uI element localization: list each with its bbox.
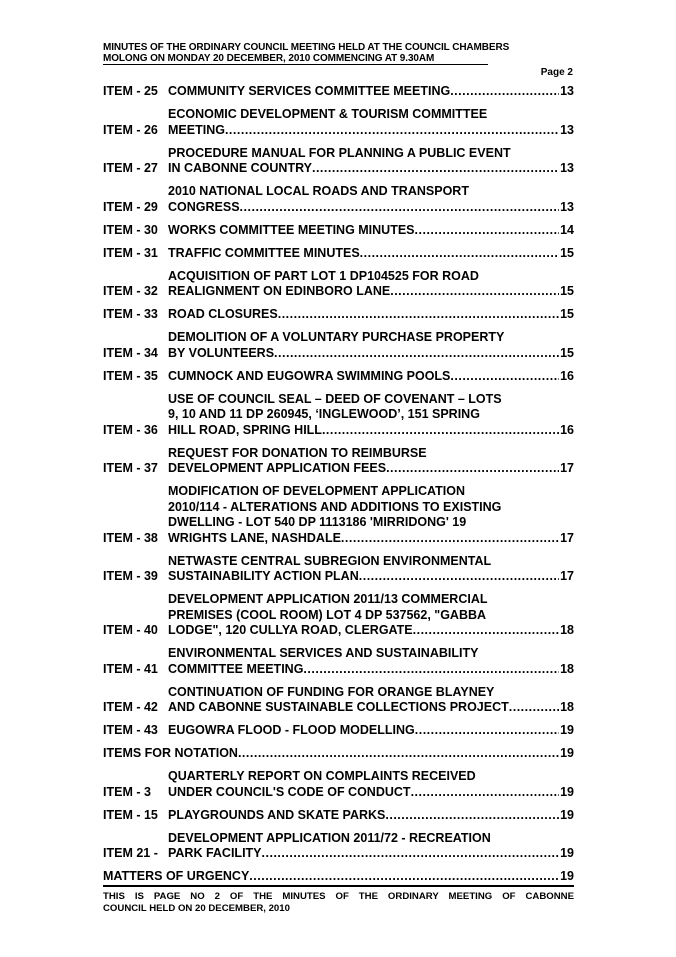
toc-entry: [103, 107, 574, 138]
toc-entry: [103, 869, 574, 885]
footer-line-1: THIS IS PAGE NO 2 OF THE MINUTES OF THE ORDINARY MEETING OF CABONNE: [103, 891, 574, 902]
toc-entry: [103, 369, 574, 385]
toc-item-title-line: DEVELOPMENT APPLICATION 2011/72 - RECREATION: [168, 830, 491, 845]
dot-leader: [415, 723, 559, 739]
toc-item-title-line: PROCEDURE MANUAL FOR PLANNING A PUBLIC EVENT: [168, 145, 511, 160]
toc-entry: [103, 84, 574, 100]
toc-item-title-line: PARK FACILITY: [168, 846, 262, 860]
toc-page-number: 14: [560, 222, 574, 237]
dot-leader: [341, 531, 559, 547]
toc-item-number: ITEM - 38: [103, 530, 162, 545]
toc-page-number: 16: [560, 422, 574, 437]
toc-entry: [103, 269, 574, 300]
dot-leader: [415, 223, 560, 239]
toc-page-number: 13: [560, 122, 574, 137]
dot-leader: [509, 700, 559, 716]
toc-item-title-line: PREMISES (COOL ROOM) LOT 4 DP 537562, "GABBA: [168, 607, 487, 622]
dot-leader: [322, 423, 559, 439]
toc-page-number: 17: [560, 569, 574, 583]
toc-item-number: ITEM - 33: [103, 307, 162, 321]
toc-page-number: 15: [560, 284, 574, 298]
toc-entry: [103, 746, 574, 762]
toc-item-title-line: IN CABONNE COUNTRY: [168, 161, 312, 175]
dot-leader: [450, 84, 559, 100]
toc-item-title-line: DEVELOPMENT APPLICATION FEES: [168, 461, 387, 475]
toc-item-title-line: CUMNOCK AND EUGOWRA SWIMMING POOLS: [168, 368, 451, 383]
toc-item-number: ITEM - 25: [103, 84, 162, 98]
toc-item-title-line: MEETING: [168, 122, 225, 137]
toc-item-number: ITEM - 35: [103, 368, 162, 383]
toc-item-title-line: ACQUISITION OF PART LOT 1 DP104525 FOR ROAD: [168, 268, 479, 283]
toc-page-number: 15: [560, 307, 574, 321]
table-of-contents: [103, 84, 574, 892]
toc-item-title-line: PLAYGROUNDS AND SKATE PARKS: [168, 807, 386, 822]
toc-item-title-line: WRIGHTS LANE, NASHDALE: [168, 530, 341, 545]
toc-entry: [103, 146, 574, 177]
toc-entry: [103, 685, 574, 716]
toc-item-number: ITEM - 30: [103, 222, 162, 237]
toc-item-number: ITEM - 15: [103, 807, 162, 822]
toc-entry: [103, 769, 574, 800]
toc-item-title-line: ROAD CLOSURES: [168, 307, 278, 321]
dot-leader: [386, 461, 559, 477]
toc-item-title-line: NETWASTE CENTRAL SUBREGION ENVIRONMENTAL: [168, 553, 492, 568]
toc-item-title-line: DEVELOPMENT APPLICATION 2011/13 COMMERCIAL: [168, 592, 488, 606]
toc-item-number: ITEM - 3: [103, 784, 162, 799]
dot-leader: [262, 846, 560, 862]
toc-page-number: 13: [560, 161, 574, 175]
toc-entry: [103, 307, 574, 323]
toc-page-number: 15: [560, 345, 574, 360]
dot-leader: [360, 246, 559, 262]
toc-page-number: 19: [560, 869, 574, 883]
dot-leader: [278, 307, 559, 323]
toc-item-number: ITEM - 31: [103, 245, 162, 260]
toc-item-number: ITEM - 34: [103, 345, 162, 360]
toc-item-number: ITEM - 43: [103, 723, 162, 737]
toc-page-number: 18: [560, 700, 574, 714]
dot-leader: [385, 808, 559, 824]
toc-page-number: 17: [560, 530, 574, 545]
toc-page-number: 16: [560, 368, 574, 383]
toc-item-title-line: MODIFICATION OF DEVELOPMENT APPLICATION: [168, 484, 465, 498]
dot-leader: [274, 346, 559, 362]
dot-leader: [240, 200, 560, 216]
dot-leader: [450, 369, 559, 385]
header-underline: [103, 64, 488, 65]
page-number: Page 2: [540, 67, 573, 78]
toc-item-title-line: TRAFFIC COMMITTEE MINUTES: [168, 245, 360, 260]
toc-item-number: ITEM - 40: [103, 623, 162, 637]
toc-page-number: 19: [560, 807, 574, 822]
toc-entry: [103, 246, 574, 262]
toc-item-title-line: DEMOLITION OF A VOLUNTARY PURCHASE PROPERTY: [168, 330, 505, 344]
footer-line-2: COUNCIL HELD ON 20 DECEMBER, 2010: [103, 903, 290, 914]
toc-item-title-line: QUARTERLY REPORT ON COMPLAINTS RECEIVED: [168, 769, 476, 783]
toc-item-title-line: USE OF COUNCIL SEAL – DEED OF COVENANT – LOTS: [168, 391, 502, 406]
header-line-1: MINUTES OF THE ORDINARY COUNCIL MEETING HELD AT THE COUNCIL CHAMBERS: [103, 42, 510, 53]
toc-item-title-line: MATTERS OF URGENCY: [103, 869, 250, 883]
toc-entry: [103, 646, 574, 677]
toc-item-title-line: SUSTAINABILITY ACTION PLAN: [168, 569, 359, 583]
toc-item-title-line: ECONOMIC DEVELOPMENT & TOURISM COMMITTEE: [168, 107, 488, 121]
toc-item-title-line: 2010 NATIONAL LOCAL ROADS AND TRANSPORT: [168, 184, 469, 198]
toc-item-title-line: ENVIRONMENTAL SERVICES AND SUSTAINABILITY: [168, 646, 479, 660]
dot-leader: [390, 284, 559, 300]
toc-page-number: 19: [560, 846, 574, 860]
toc-page-number: 13: [560, 84, 574, 98]
toc-item-number: ITEM - 32: [103, 284, 162, 298]
toc-page-number: 18: [560, 623, 574, 637]
toc-item-title-line: EUGOWRA FLOOD - FLOOD MODELLING: [168, 723, 415, 737]
footer-divider: [103, 885, 574, 887]
footer-text: [103, 891, 574, 915]
toc-page-number: 17: [560, 461, 574, 475]
toc-entry: [103, 184, 574, 215]
dot-leader: [413, 623, 559, 639]
toc-page-number: 13: [560, 199, 574, 214]
toc-page-number: 18: [560, 661, 574, 676]
toc-item-number: ITEM - 41: [103, 661, 162, 676]
toc-entry: [103, 831, 574, 862]
toc-item-title-line: COMMITTEE MEETING: [168, 661, 304, 676]
toc-item-title-line: ITEMS FOR NOTATION: [103, 746, 238, 760]
toc-item-number: ITEM - 27: [103, 161, 162, 175]
toc-item-number: ITEM - 26: [103, 122, 162, 137]
toc-page-number: 19: [560, 723, 574, 737]
toc-item-title-line: WORKS COMMITTEE MEETING MINUTES: [168, 222, 415, 237]
toc-item-number: ITEM 21 -: [103, 846, 162, 860]
toc-item-title-line: REALIGNMENT ON EDINBORO LANE: [168, 284, 391, 298]
dot-leader: [303, 662, 559, 678]
toc-item-title-line: BY VOLUNTEERS: [168, 345, 275, 360]
toc-item-title-line: HILL ROAD, SPRING HILL: [168, 422, 322, 437]
toc-item-title-line: 2010/114 - ALTERATIONS AND ADDITIONS TO EXISTING: [168, 499, 502, 514]
toc-item-title-line: REQUEST FOR DONATION TO REIMBURSE: [168, 445, 427, 460]
header-line-2: MOLONG ON MONDAY 20 DECEMBER, 2010 COMMENCING AT 9.30AM: [103, 53, 435, 64]
toc-item-title-line: DWELLING - LOT 540 DP 1113186 'MIRRIDONG' 19: [168, 515, 467, 529]
toc-item-title-line: CONTINUATION OF FUNDING FOR ORANGE BLAYNEY: [168, 684, 495, 699]
toc-entry: [103, 330, 574, 361]
toc-item-title-line: 9, 10 AND 11 DP 260945, ‘INGLEWOOD’, 151 SPRING: [168, 407, 480, 421]
toc-entry: [103, 808, 574, 824]
toc-page-number: 15: [560, 245, 574, 260]
dot-leader: [249, 869, 559, 885]
toc-item-number: ITEM - 39: [103, 569, 162, 583]
toc-entry: [103, 392, 574, 439]
toc-entry: [103, 446, 574, 477]
toc-item-number: ITEM - 37: [103, 461, 162, 475]
dot-leader: [312, 161, 559, 177]
dot-leader: [411, 785, 560, 801]
toc-entry: [103, 723, 574, 739]
dot-leader: [238, 746, 559, 762]
toc-page-number: 19: [560, 746, 574, 760]
toc-page-number: 19: [560, 784, 574, 799]
toc-item-title-line: COMMUNITY SERVICES COMMITTEE MEETING: [168, 84, 451, 98]
toc-item-number: ITEM - 29: [103, 199, 162, 214]
toc-item-number: ITEM - 42: [103, 700, 162, 714]
toc-entry: [103, 554, 574, 585]
toc-item-title-line: LODGE", 120 CULLYA ROAD, CLERGATE: [168, 623, 413, 637]
toc-entry: [103, 484, 574, 546]
toc-entry: [103, 223, 574, 239]
toc-entry: [103, 592, 574, 639]
toc-item-title-line: CONGRESS: [168, 199, 240, 214]
dot-leader: [359, 569, 559, 585]
toc-item-number: ITEM - 36: [103, 422, 162, 437]
dot-leader: [225, 123, 559, 139]
toc-item-title-line: AND CABONNE SUSTAINABLE COLLECTIONS PROJECT: [168, 700, 509, 714]
toc-item-title-line: UNDER COUNCIL'S CODE OF CONDUCT: [168, 784, 411, 799]
